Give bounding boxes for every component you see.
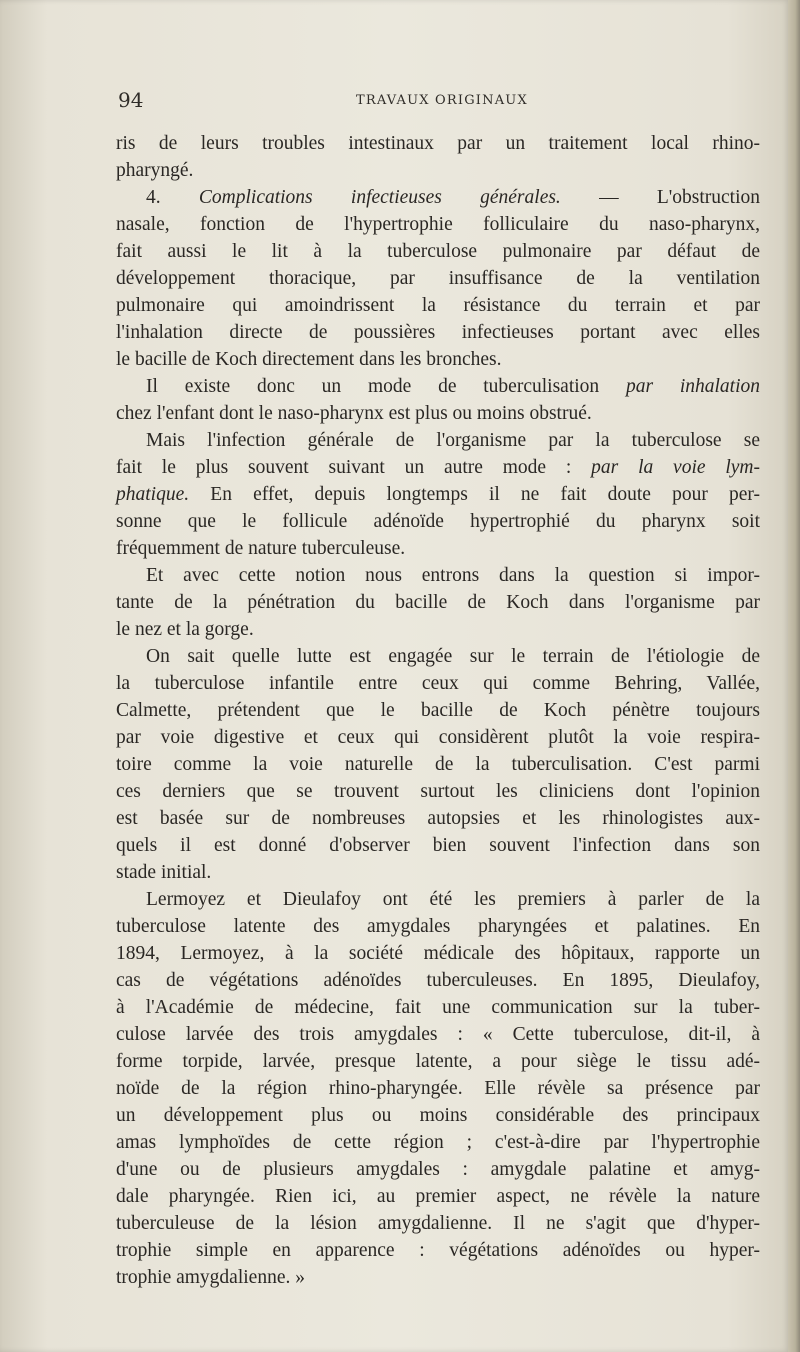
text-line (116, 373, 760, 400)
text-run: le nez et la gorge. (116, 619, 254, 640)
text-run: 4. (146, 187, 199, 208)
text-run: tuberculose latente des amygdales pharyngées et palatines. En (116, 916, 760, 937)
text-run: est basée sur de nombreuses autopsies et les rhinologistes aux- (116, 808, 760, 829)
text-line (116, 913, 760, 940)
text-run: amas lymphoïdes de cette région ; c'est-à-dire par l'hypertrophie (116, 1132, 760, 1153)
text-line (116, 157, 760, 184)
text-line (116, 1183, 760, 1210)
text-run: ris de leurs troubles intestinaux par un traitement local rhino- (116, 133, 760, 154)
text-run: cas de végétations adénoïdes tuberculeuses. En 1895, Dieulafoy, (116, 970, 760, 991)
text-line (116, 184, 760, 211)
text-line (116, 967, 760, 994)
text-run: le bacille de Koch directement dans les bronches. (116, 349, 502, 370)
text-line (116, 211, 760, 238)
text-run: toire comme la voie naturelle de la tuberculisation. C'est parmi (116, 754, 760, 775)
text-run: noïde de la région rhino-pharyngée. Elle révèle sa présence par (116, 1078, 760, 1099)
text-line (116, 724, 760, 751)
text-line (116, 1264, 760, 1291)
text-line (116, 832, 760, 859)
text-run: à l'Académie de médecine, fait une communication sur la tuber- (116, 997, 760, 1018)
text-line (116, 643, 760, 670)
text-run: On sait quelle lutte est engagée sur le terrain de l'étiologie de (146, 646, 760, 667)
page-header (118, 88, 760, 116)
text-run: stade initial. (116, 862, 212, 883)
text-run: tuberculeuse de la lésion amygdalienne. Il ne s'agit que d'hyper- (116, 1213, 760, 1234)
text-line (116, 508, 760, 535)
text-line (116, 994, 760, 1021)
text-line (116, 427, 760, 454)
text-line (116, 292, 760, 319)
italic-text: phatique. (116, 484, 190, 505)
text-run: par voie digestive et ceux qui considèrent plutôt la voie respira- (116, 727, 760, 748)
text-line (116, 886, 760, 913)
text-run: dale pharyngée. Rien ici, au premier aspect, ne révèle la nature (116, 1186, 760, 1207)
body-text (116, 130, 760, 1291)
text-line (116, 1021, 760, 1048)
text-run: quels il est donné d'observer bien souvent l'infection dans son (116, 835, 760, 856)
text-run: trophie simple en apparence : végétations adénoïdes ou hyper- (116, 1240, 760, 1261)
page-edge (788, 0, 800, 1352)
text-line (116, 130, 760, 157)
italic-text: par inhalation (625, 376, 761, 397)
text-run: 1894, Lermoyez, à la société médicale des hôpitaux, rapporte un (116, 943, 760, 964)
text-line (116, 400, 760, 427)
text-run: — L'obstruction (560, 187, 760, 208)
text-run: un développement plus ou moins considérable des principaux (116, 1105, 760, 1126)
text-run: Mais l'infection générale de l'organisme par la tuberculose se (146, 430, 760, 451)
italic-text: Complications infectieuses générales. (198, 187, 561, 208)
text-line (116, 1048, 760, 1075)
text-run: d'une ou de plusieurs amygdales : amygdale palatine et amyg- (116, 1159, 760, 1180)
text-line (116, 751, 760, 778)
text-line (116, 589, 760, 616)
text-line (116, 670, 760, 697)
text-line (116, 1237, 760, 1264)
text-line (116, 346, 760, 373)
text-line (116, 562, 760, 589)
text-run: l'inhalation directe de poussières infectieuses portant avec elles (116, 322, 760, 343)
italic-text: par la voie lym- (591, 457, 760, 478)
text-line (116, 616, 760, 643)
text-run: sonne que le follicule adénoïde hypertrophié du pharynx soit (116, 511, 760, 532)
text-run: développement thoracique, par insuffisance de la ventilation (116, 268, 760, 289)
text-run: Et avec cette notion nous entrons dans la question si impor- (146, 565, 760, 586)
text-line (116, 1129, 760, 1156)
running-title: TRAVAUX ORIGINAUX (356, 93, 528, 108)
text-run: fait le plus souvent suivant un autre mode : (116, 457, 592, 478)
text-run: trophie amygdalienne. » (116, 1267, 305, 1288)
text-line (116, 940, 760, 967)
text-run: En effet, depuis longtemps il ne fait doute pour per- (189, 484, 760, 505)
text-run: pulmonaire qui amoindrissent la résistance du terrain et par (116, 295, 760, 316)
text-line (116, 1210, 760, 1237)
page-number: 94 (118, 88, 144, 112)
text-line (116, 535, 760, 562)
text-run: culose larvée des trois amygdales : « Cette tuberculose, dit-il, à (116, 1024, 760, 1045)
text-line (116, 778, 760, 805)
text-run: Il existe donc un mode de tuberculisation (146, 376, 626, 397)
text-run: nasale, fonction de l'hypertrophie folliculaire du naso-pharynx, (116, 214, 760, 235)
text-line (116, 805, 760, 832)
text-run: Lermoyez et Dieulafoy ont été les premiers à parler de la (146, 889, 760, 910)
text-line (116, 1075, 760, 1102)
text-run: fait aussi le lit à la tuberculose pulmonaire par défaut de (116, 241, 760, 262)
text-run: chez l'enfant dont le naso-pharynx est plus ou moins obstrué. (116, 403, 592, 424)
text-run: la tuberculose infantile entre ceux qui comme Behring, Vallée, (116, 673, 760, 694)
text-line (116, 238, 760, 265)
text-run: tante de la pénétration du bacille de Koch dans l'organisme par (116, 592, 760, 613)
text-run: pharyngé. (116, 160, 194, 181)
text-line (116, 481, 760, 508)
text-line (116, 1156, 760, 1183)
text-line (116, 859, 760, 886)
text-run: ces derniers que se trouvent surtout les cliniciens dont l'opinion (116, 781, 760, 802)
text-run: forme torpide, larvée, presque latente, a pour siège le tissu adé- (116, 1051, 760, 1072)
text-line (116, 1102, 760, 1129)
text-line (116, 697, 760, 724)
text-line (116, 319, 760, 346)
text-line (116, 454, 760, 481)
text-run: Calmette, prétendent que le bacille de Koch pénètre toujours (116, 700, 760, 721)
text-line (116, 265, 760, 292)
text-run: fréquemment de nature tuberculeuse. (116, 538, 406, 559)
